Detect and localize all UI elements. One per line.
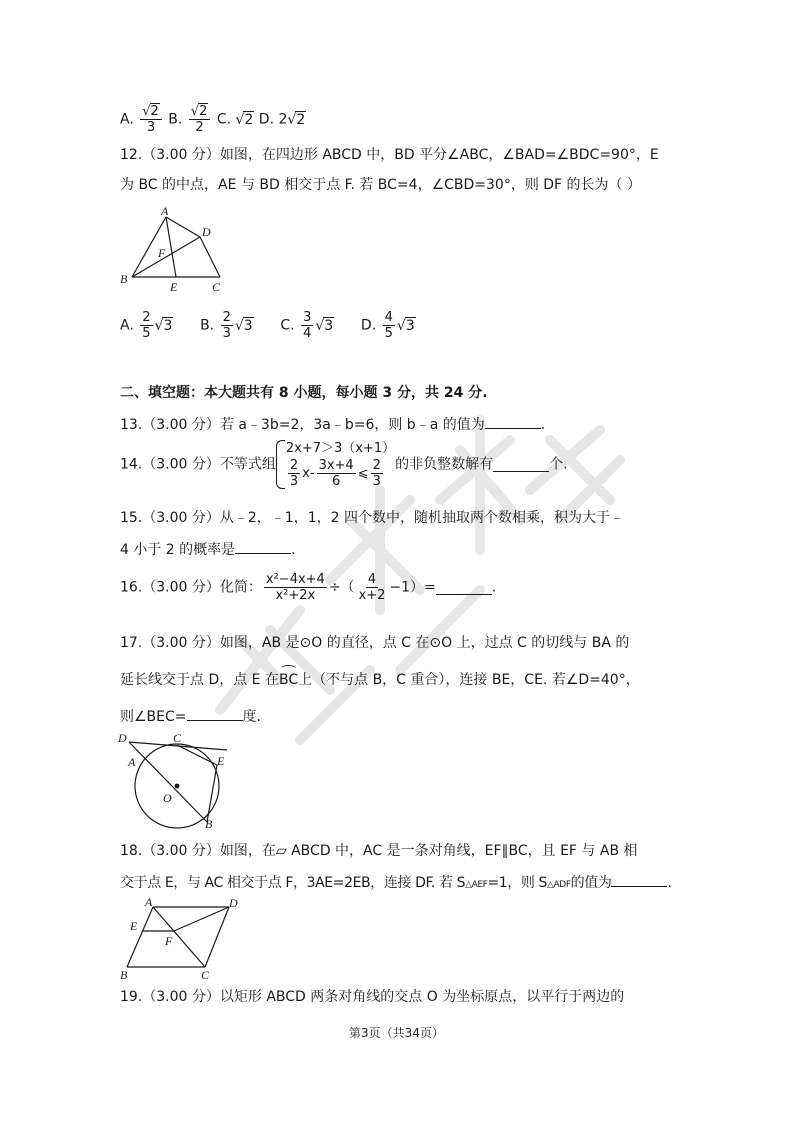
q18-label-e: E	[130, 919, 138, 933]
q19-line1: 19.（3.00 分）以矩形 ABCD 两条对角线的交点 O 为坐标原点，以平行于两边的	[120, 989, 625, 1005]
q17-label-c: C	[173, 731, 182, 745]
q17-arc-bc: BC	[278, 672, 299, 688]
q18-figure	[115, 893, 245, 983]
q17-line2: 延长线交于点 D，点 E 在BC上（不与点 B，C 重合），连接 BE，CE. 若∠D=40°，	[120, 672, 640, 688]
q16: 16.（3.00 分）化简： $\frac{\text{x²−4x+4}}{\text{x²+2x}}$ ÷（ $\frac{4}{x+2}$ −1）= .	[120, 572, 497, 603]
q17-label-a: A	[128, 755, 136, 769]
page-footer: 第3页（共34页）	[349, 1026, 444, 1040]
q12-figure	[118, 205, 238, 295]
q17-label-d: D	[118, 731, 127, 745]
q14: 14.（3.00 分）不等式组 2x+7＞3（x+1） $\frac{2}{3}$ x- $\frac{3x+4}{6}$ ⩽ $\frac{2}{3}$ 的非负整数解有 个.	[120, 441, 568, 489]
q14-answer-blank	[493, 457, 549, 472]
q11-options: A. $\frac{√2}{3}$ B. $\frac{√2}{2}$ C. √2 D. 2√2	[120, 104, 306, 135]
q14-inequality-system: 2x+7＞3（x+1） $\frac{2}{3}$ x- $\frac{3x+4}{6}$ ⩽ $\frac{2}{3}$	[276, 440, 395, 489]
q17-answer-blank	[187, 706, 243, 721]
q18-line2: 交于点 E，与 AC 相交于点 F，3AE=2EB，连接 DF. 若 S△AEF=1，则 S△ADF的值为 .	[120, 872, 672, 895]
q18-label-f: F	[165, 934, 173, 948]
q18-label-d: D	[229, 896, 238, 910]
q15-line1: 15.（3.00 分）从﹣2，﹣1，1，2 四个数中，随机抽取两个数相乘，积为大于﹣	[120, 510, 624, 526]
q18-line1: 18.（3.00 分）如图，在▱ ABCD 中，AC 是一条对角线，EF∥BC，且 EF 与 AB 相	[120, 843, 638, 859]
q12-label-b: B	[120, 272, 128, 286]
q12-label-a: A	[161, 204, 169, 218]
q17-label-e: E	[217, 754, 225, 768]
q17-line3: 则∠BEC= 度.	[120, 706, 261, 727]
q13-answer-blank	[485, 414, 541, 429]
q12-label-e: E	[170, 280, 178, 294]
q12-line2: 为 BC 的中点，AE 与 BD 相交于点 F. 若 BC=4，∠CBD=30°，则 DF 的长为（ ）	[120, 177, 642, 193]
q16-fraction: $\frac{\text{x²−4x+4}}{\text{x²+2x}}$	[265, 572, 325, 603]
q12-a-fraction: $\frac{2}{5}$	[142, 310, 151, 341]
q18-label-c: C	[201, 968, 210, 982]
q12-line1: 12.（3.00 分）如图，在四边形 ABCD 中，BD 平分∠ABC，∠BAD=∠BDC=90°，E	[120, 147, 659, 163]
q17-label-o: O	[163, 791, 172, 805]
q16-answer-blank	[436, 580, 492, 595]
q11-c-sqrt: √2	[235, 111, 254, 128]
q12-options: A. $\frac{2}{5}$ √3 B. $\frac{2}{3}$ √3 C. $\frac{3}{4}$ √3 D. $\frac{4}{5}$ √3	[120, 310, 415, 341]
q18-label-b: B	[120, 968, 128, 982]
q12-label-f: F	[158, 246, 166, 260]
q12-label-d: D	[202, 225, 211, 239]
q12-d-fraction: $\frac{4}{5}$	[384, 310, 393, 341]
q12-c-fraction: $\frac{3}{4}$	[303, 310, 312, 341]
q18-answer-blank	[611, 872, 667, 887]
q12-b-fraction: $\frac{2}{3}$	[222, 310, 231, 341]
q15-line2: 4 小于 2 的概率是 .	[120, 539, 296, 560]
q17-label-b: B	[205, 817, 213, 831]
section2-title: 二、填空题：本大题共有 8 小题，每小题 3 分，共 24 分.	[120, 385, 488, 401]
q15-answer-blank	[235, 539, 291, 554]
q11-a-fraction: $\frac{√2}{3}$	[140, 104, 162, 135]
q11-b-fraction: $\frac{√2}{2}$	[189, 104, 211, 135]
q11-d-sqrt: √2	[287, 111, 306, 128]
q12-label-c: C	[212, 280, 221, 294]
q13: 13.（3.00 分）若 a﹣3b=2，3a﹣b=6，则 b﹣a 的值为 .	[120, 414, 545, 435]
q17-figure	[115, 728, 235, 833]
q17-line1: 17.（3.00 分）如图，AB 是⊙O 的直径，点 C 在⊙O 上，过点 C 的切线与 BA 的	[120, 635, 630, 651]
q18-label-a: A	[145, 895, 153, 909]
